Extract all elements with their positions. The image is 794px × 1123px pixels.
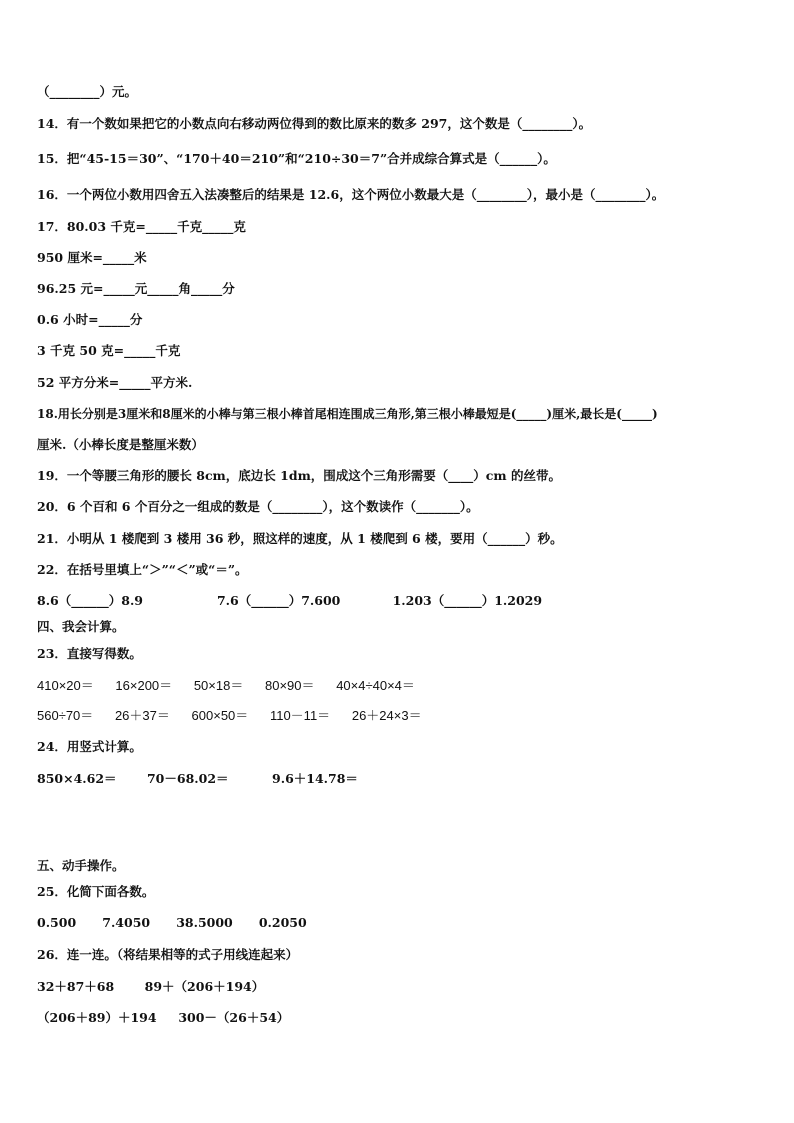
question-20: 20．6 个百和 6 个百分之一组成的数是（________），这个数读作（_______）。: [37, 499, 479, 514]
question-17-a: 17．80.03 千克=_____千克_____克: [37, 219, 246, 234]
question-26-left-2: （206＋89）＋194 300－（26＋54）: [37, 1010, 290, 1025]
question-17-d: 0.6 小时=_____分: [37, 312, 143, 327]
question-17-c: 96.25 元=_____元_____角_____分: [37, 281, 235, 296]
question-25: 25．化简下面各数。: [37, 884, 155, 899]
question-23-row-2: 560÷70＝ 26＋37＝ 600×50＝ 110－11＝ 26＋24×3＝: [37, 708, 422, 723]
section-4-heading: 四、我会计算。: [37, 619, 125, 634]
question-23: 23．直接写得数。: [37, 646, 142, 661]
question-17-f: 52 平方分米=_____平方米.: [37, 375, 193, 390]
question-15: 15．把“45-15＝30”、“170＋40＝210”和“210÷30＝7”合并成综合算式是（______）。: [37, 151, 556, 166]
question-25-items: 0.500 7.4050 38.5000 0.2050: [37, 915, 307, 930]
q13-tail: （________）元。: [37, 84, 138, 99]
question-16: 16．一个两位小数用四舍五入法凑整后的结果是 12.6，这个两位小数最大是（________），最小是（________）。: [37, 187, 665, 202]
question-19: 19．一个等腰三角形的腰长 8cm，底边长 1dm，围成这个三角形需要（____）cm 的丝带。: [37, 468, 561, 483]
question-26-left-1: 32＋87＋68 89＋（206＋194）: [37, 979, 265, 994]
question-22-items: 8.6（______）8.9 7.6（______）7.600 1.203（______）1.2029: [37, 593, 543, 608]
question-14: 14．有一个数如果把它的小数点向右移动两位得到的数比原来的数多 297，这个数是（________）。: [37, 116, 592, 131]
question-23-row-1: 410×20＝ 16×200＝ 50×18＝ 80×90＝ 40×4÷40×4＝: [37, 678, 415, 693]
question-26: 26．连一连。（将结果相等的式子用线连起来）: [37, 947, 299, 962]
question-22: 22．在括号里填上“＞”“＜”或“＝”。: [37, 562, 248, 577]
question-18: 18.用长分别是3厘米和8厘米的小棒与第三根小棒首尾相连围成三角形,第三根小棒最短是(_____)厘米,最长是(_____): [37, 407, 658, 421]
question-24: 24．用竖式计算。: [37, 739, 142, 754]
question-17-e: 3 千克 50 克=_____千克: [37, 343, 181, 358]
question-17-b: 950 厘米=_____米: [37, 250, 147, 265]
question-18-cont: 厘米.（小棒长度是整厘米数）: [37, 437, 204, 452]
question-21: 21．小明从 1 楼爬到 3 楼用 36 秒，照这样的速度，从 1 楼爬到 6 楼，要用（______）秒。: [37, 531, 563, 546]
question-24-items: 850×4.62＝ 70－68.02＝ 9.6＋14.78＝: [37, 771, 358, 786]
section-5-heading: 五、动手操作。: [37, 858, 125, 873]
